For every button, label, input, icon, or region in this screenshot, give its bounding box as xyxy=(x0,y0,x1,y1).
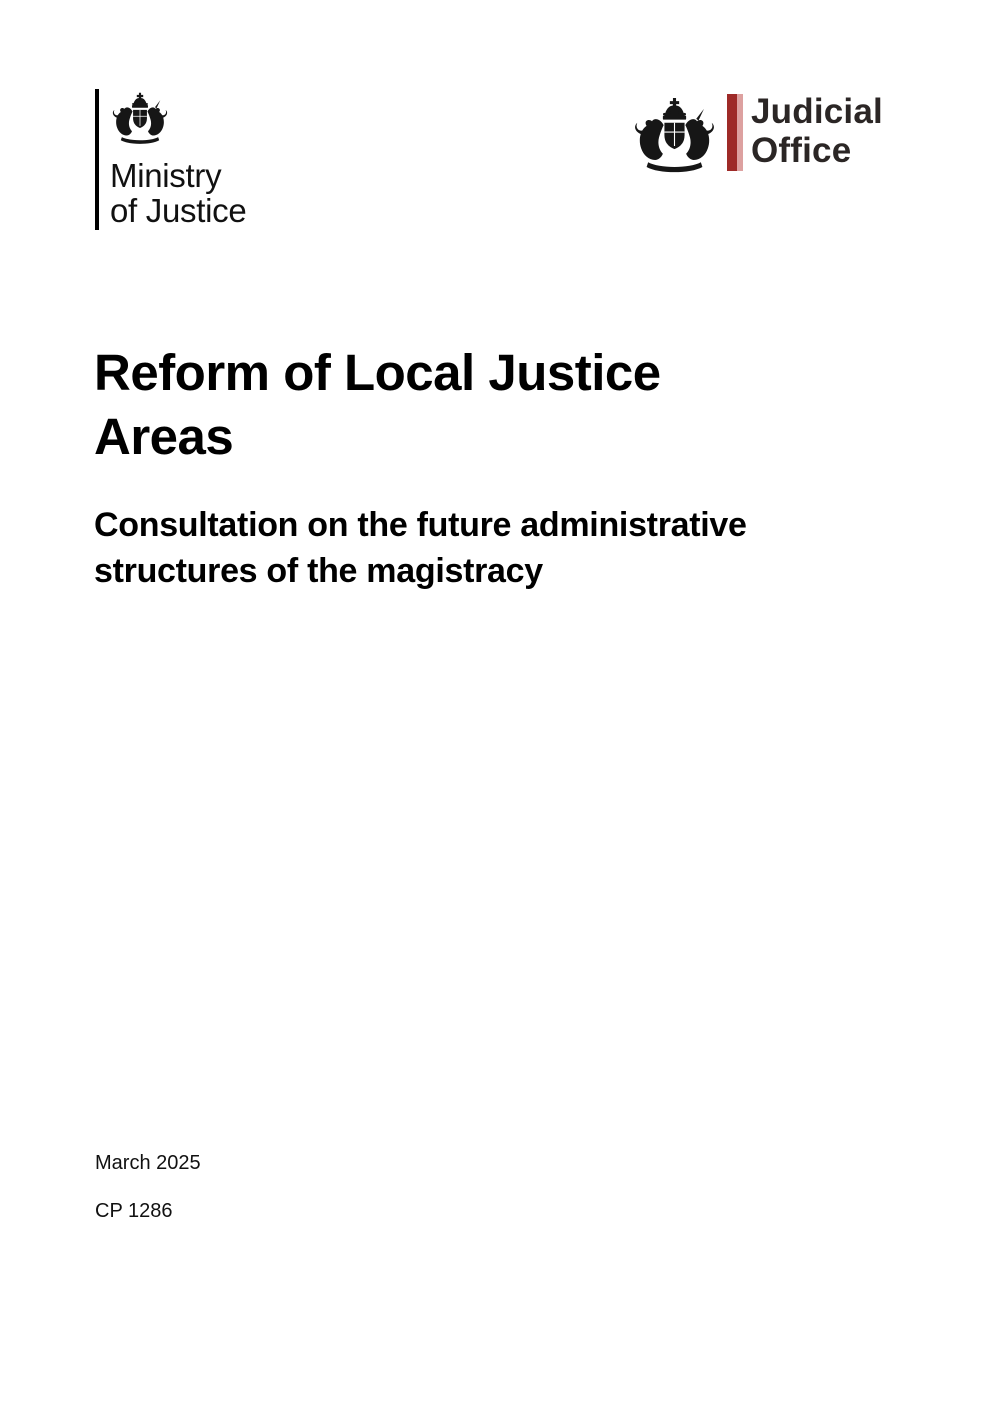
document-title-line2: Areas xyxy=(94,408,234,465)
judicial-org-name xyxy=(751,92,883,170)
moj-crest-icon xyxy=(108,87,172,153)
moj-org-name-line1: Ministry xyxy=(110,157,222,194)
moj-org-name xyxy=(110,158,246,228)
moj-org-name-line2: of Justice xyxy=(110,192,247,229)
document-subtitle-line1: Consultation on the future administrative xyxy=(94,506,747,544)
moj-logo xyxy=(95,89,355,230)
document-title xyxy=(94,341,661,469)
judicial-bar-light-segment xyxy=(737,94,743,171)
document-subtitle xyxy=(94,502,747,594)
judicial-crest-icon xyxy=(628,95,721,180)
judicial-logo-bar xyxy=(727,94,743,171)
publication-date: March 2025 xyxy=(95,1152,201,1174)
judicial-org-name-line2: Office xyxy=(751,131,852,170)
command-paper-number: CP 1286 xyxy=(95,1200,173,1222)
document-title-line1: Reform of Local Justice xyxy=(94,344,661,401)
judicial-office-logo xyxy=(628,92,918,182)
judicial-bar-dark-segment xyxy=(727,94,737,171)
moj-logo-bar xyxy=(95,89,99,230)
document-subtitle-line2: structures of the magistracy xyxy=(94,552,543,590)
judicial-org-name-line1: Judicial xyxy=(751,92,883,131)
